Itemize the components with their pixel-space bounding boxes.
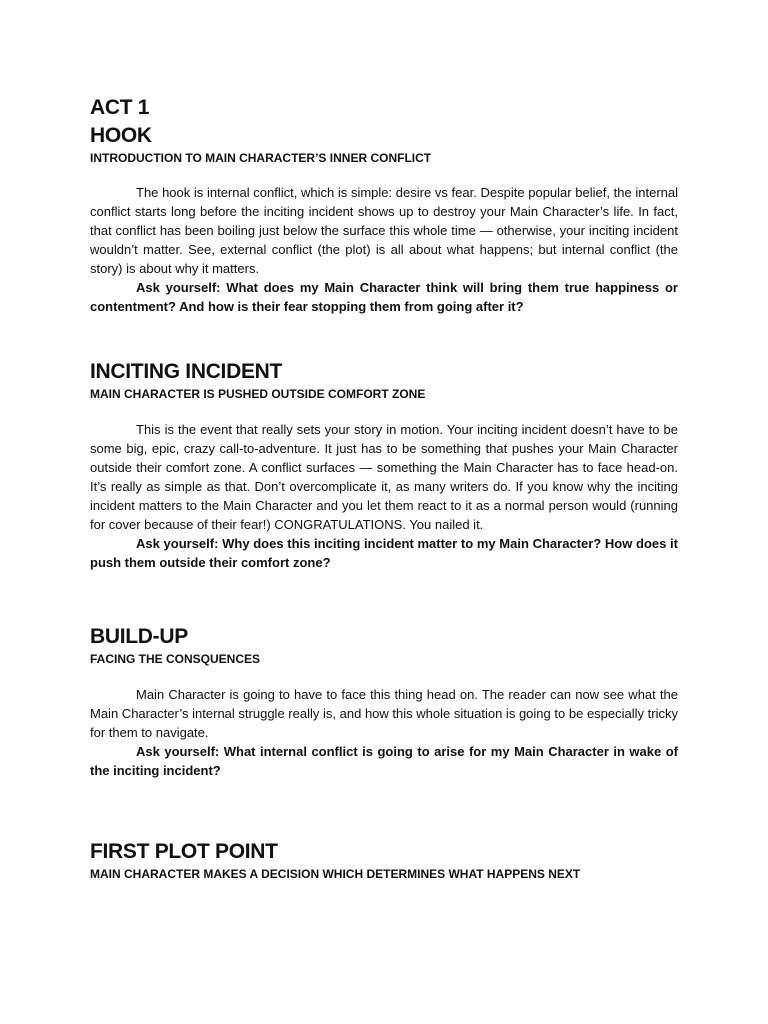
section-body: Main Character is going to have to face this thing head on. The reader can now see what the Main Character’s internal struggle really is, and how this whole situation is going to be especially tricky for them to navigate. <box>90 687 678 740</box>
ask-yourself-paragraph: Ask yourself: What internal conflict is going to arise for my Main Character in wake of the inciting incident? <box>90 744 678 778</box>
section-subtitle: MAIN CHARACTER IS PUSHED OUTSIDE COMFORT ZONE <box>90 387 426 401</box>
section-body: The hook is internal conflict, which is simple: desire vs fear. Despite popular belief, the internal conflict starts long before the inciting incident shows up to destroy your Main Character’s life. In fact, that conflict has been boiling just below the surface this whole time — otherwise, your inciting incident wouldn’t matter. See, external conflict (the plot) is all about what happens; but internal conflict (the story) is about why it matters. <box>90 185 678 276</box>
section-inciting-incident <box>90 359 678 572</box>
ask-yourself-paragraph: Ask yourself: What does my Main Character think will bring them true happiness or contentment? And how is their fear stopping them from going after it? <box>90 280 678 314</box>
section-first-plot-point <box>90 839 678 882</box>
ask-yourself-paragraph: Ask yourself: Why does this inciting incident matter to my Main Character? How does it push them outside their comfort zone? <box>90 536 678 570</box>
section-subtitle: FACING THE CONSQUENCES <box>90 652 261 666</box>
act-title: ACT 1 <box>90 96 150 119</box>
section-subtitle: INTRODUCTION TO MAIN CHARACTER’S INNER CONFLICT <box>90 151 432 165</box>
section-body: This is the event that really sets your story in motion. Your inciting incident doesn’t have to be some big, epic, crazy call-to-adventure. It just has to be something that pushes your Main Character outside their comfort zone. A conflict surfaces — something the Main Character has to face head-on. It’s really as simple as that. Don’t overcomplicate it, as many writers do. If you know why the inciting incident matters to the Main Character and you let them react to it as a normal person would (running for cover because of their fear!) CONGRATULATIONS. You nailed it. <box>90 422 678 532</box>
section-title: FIRST PLOT POINT <box>90 840 278 863</box>
section-title: INCITING INCIDENT <box>90 360 283 383</box>
section-subtitle: MAIN CHARACTER MAKES A DECISION WHICH DETERMINES WHAT HAPPENS NEXT <box>90 867 581 881</box>
document-page <box>90 95 678 881</box>
section-build-up <box>90 624 678 780</box>
section-hook <box>90 123 678 316</box>
section-title: BUILD-UP <box>90 625 188 648</box>
section-title: HOOK <box>90 124 152 147</box>
